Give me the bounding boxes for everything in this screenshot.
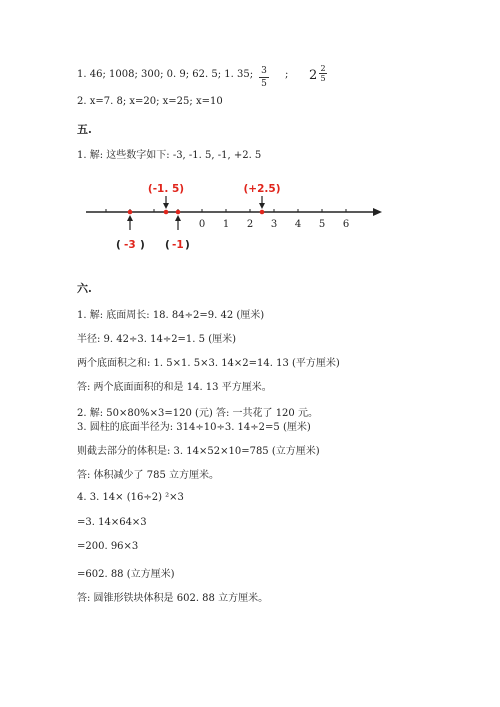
section-heading-6: 六. xyxy=(77,282,92,295)
answer-line-6-4-3: =200. 96×3 xyxy=(77,541,139,552)
number-line xyxy=(80,178,390,258)
separator: ; xyxy=(285,69,289,80)
arrow-up-icon xyxy=(127,215,133,221)
label-minus-1-5: (-1. 5) xyxy=(147,183,185,195)
answer-line-5-1: 1. 解: 这些数字如下: -3, -1. 5, -1, +2. 5 xyxy=(77,150,262,161)
point-plus-2-5 xyxy=(260,210,265,215)
tick-label: 1 xyxy=(222,219,230,230)
arrow-down-icon xyxy=(163,203,169,209)
point-minus-1 xyxy=(176,210,181,215)
answer-line-6-3-answer: 答: 体积减少了 785 立方厘米。 xyxy=(77,470,219,481)
paren-open: ( xyxy=(165,239,170,251)
answer-line-6-4-answer: 答: 圆锥形铁块体积是 602. 88 立方厘米。 xyxy=(77,593,269,604)
answer-line-6-1-answer: 答: 两个底面面积的和是 14. 13 平方厘米。 xyxy=(77,382,272,393)
tick-label: 3 xyxy=(270,219,278,230)
answer-line-4-1: 1. 46; 1008; 300; 0. 9; 62. 5; 1. 35; xyxy=(77,69,254,80)
axis-arrowhead-icon xyxy=(373,208,382,216)
point-minus-1-5 xyxy=(164,210,169,215)
paren-open: ( xyxy=(116,239,121,251)
tick-label: 2 xyxy=(246,219,254,230)
answer-line-6-4-2: =3. 14×64×3 xyxy=(77,517,147,528)
paren-close: ) xyxy=(185,239,190,251)
arrow-up-icon xyxy=(175,215,181,221)
answer-line-6-3-2: 则截去部分的体积是: 3. 14×52×10=785 (立方厘米) xyxy=(77,446,320,457)
label-plus-2-5: (+2.5) xyxy=(243,183,281,195)
mixed-numerator: 2 xyxy=(320,64,326,73)
paren-close: ) xyxy=(140,239,145,251)
label-minus-1: -1 xyxy=(172,239,184,251)
mixed-denominator: 5 xyxy=(320,74,326,83)
fraction-denominator: 5 xyxy=(261,79,267,89)
point-minus-3 xyxy=(128,210,133,215)
section-heading-5: 五. xyxy=(77,123,92,136)
answer-line-6-2: 2. 解: 50×80%×3=120 (元) 答: 一共花了 120 元。 xyxy=(77,408,318,419)
fraction-3-5 xyxy=(259,66,269,89)
answer-line-6-4-1: 4. 3. 14× (16÷2) ²×3 xyxy=(77,492,184,503)
answer-line-6-3-1: 3. 圆柱的底面半径为: 314÷10÷3. 14÷2=5 (厘米) xyxy=(77,422,311,433)
fraction-numerator: 3 xyxy=(261,66,267,76)
arrow-down-icon xyxy=(259,203,265,209)
answer-line-6-4-4: =602. 88 (立方厘米) xyxy=(77,569,175,580)
mixed-number-2-2-5 xyxy=(309,64,329,88)
tick-label: 0 xyxy=(198,219,206,230)
answer-line-4-2: 2. x=7. 8; x=20; x=25; x=10 xyxy=(77,96,223,107)
answer-line-6-1-1: 1. 解: 底面周长: 18. 84÷2=9. 42 (厘米) xyxy=(77,310,265,321)
answer-line-6-1-2: 半径: 9. 42÷3. 14÷2=1. 5 (厘米) xyxy=(77,334,236,345)
label-minus-3: -3 xyxy=(124,239,136,251)
tick-label: 6 xyxy=(342,219,350,230)
tick-label: 4 xyxy=(294,219,302,230)
answer-line-6-1-3: 两个底面积之和: 1. 5×1. 5×3. 14×2=14. 13 (平方厘米) xyxy=(77,358,340,369)
mixed-whole: 2 xyxy=(309,68,318,83)
tick-label: 5 xyxy=(318,219,326,230)
